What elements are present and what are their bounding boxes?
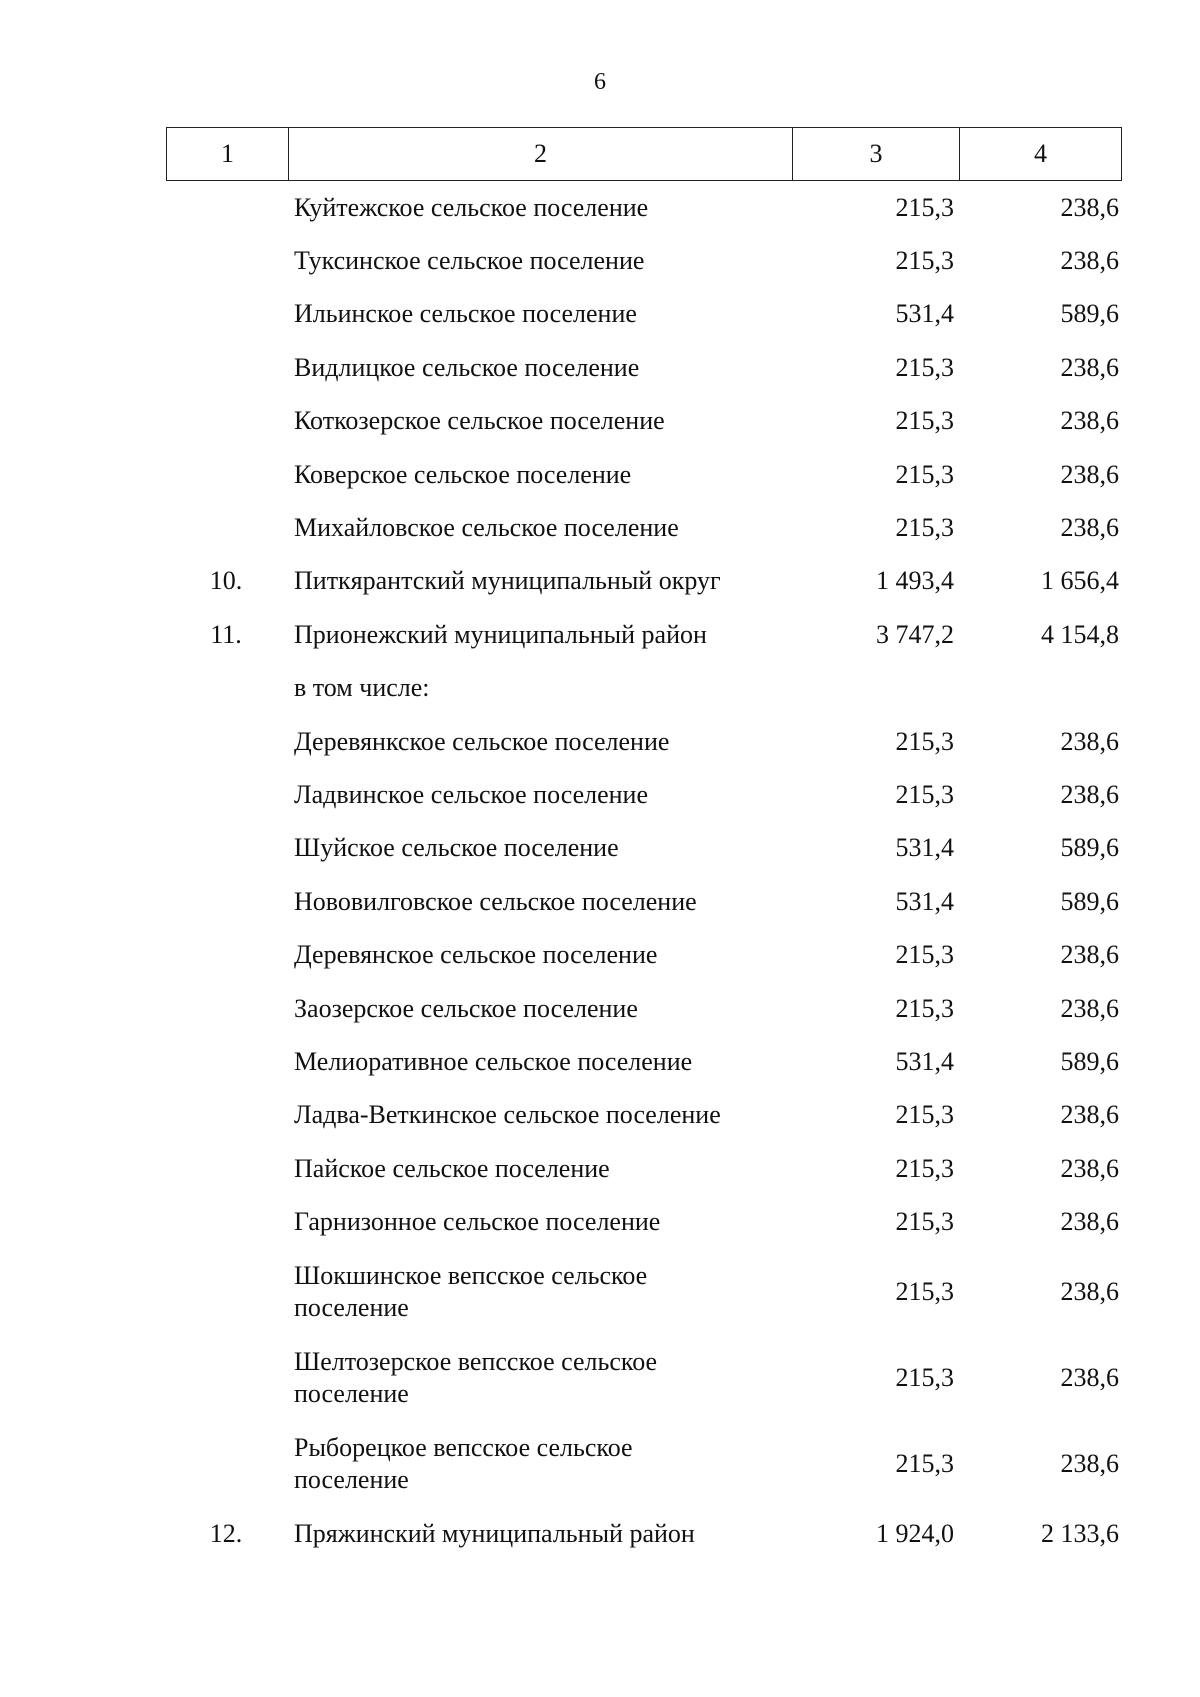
table-row <box>166 982 1121 1035</box>
row-name: Заозерское сельское поселение <box>294 993 638 1023</box>
row-name: Туксинское сельское поселение <box>294 246 645 276</box>
table-row <box>166 1195 1121 1248</box>
row-value-col4: 238,6 <box>1060 459 1119 489</box>
row-value-col3: 1 924,0 <box>876 1518 954 1548</box>
row-name: Рыборецкое вепсское сельское поселение <box>294 1432 633 1494</box>
row-value-col4: 238,6 <box>1060 1276 1119 1306</box>
table-row <box>166 768 1121 821</box>
row-value-col3: 215,3 <box>895 1276 954 1306</box>
row-name: Михайловское сельское поселение <box>294 513 679 543</box>
row-name: Шуйское сельское поселение <box>294 833 619 863</box>
row-value-col3: 531,4 <box>895 1046 954 1076</box>
row-value-col3: 215,3 <box>895 1153 954 1183</box>
row-value-col3: 215,3 <box>895 940 954 970</box>
table-row <box>166 1089 1121 1142</box>
row-name: Шокшинское вепсское сельское поселение <box>294 1260 648 1322</box>
row-name: Гарнизонное сельское поселение <box>294 1207 661 1237</box>
row-number: 12. <box>209 1518 243 1548</box>
row-value-col4: 238,6 <box>1060 246 1119 276</box>
row-name: Пряжинский муниципальный район <box>294 1518 695 1548</box>
row-value-col3: 215,3 <box>895 513 954 543</box>
table-row <box>166 1142 1121 1195</box>
row-value-col3: 215,3 <box>895 192 954 222</box>
table-row <box>166 608 1121 661</box>
row-value-col4: 238,6 <box>1060 352 1119 382</box>
row-value-col4: 589,6 <box>1060 886 1119 916</box>
row-name: Куйтежское сельское поселение <box>294 192 649 222</box>
row-value-col3: 215,3 <box>895 726 954 756</box>
table-row <box>166 1507 1121 1560</box>
page-number: 6 <box>594 69 606 95</box>
row-value-col4: 589,6 <box>1060 299 1119 329</box>
table-row <box>166 875 1121 928</box>
table-row <box>166 341 1121 394</box>
row-value-col4: 2 133,6 <box>1041 1518 1119 1548</box>
row-name: Нововилговское сельское поселение <box>294 886 697 916</box>
row-value-col3: 215,3 <box>895 1100 954 1130</box>
row-value-col3: 531,4 <box>895 886 954 916</box>
table-row <box>166 501 1121 554</box>
column-header-4: 4 <box>960 128 1122 181</box>
table-row <box>166 181 1121 234</box>
row-value-col3: 531,4 <box>895 833 954 863</box>
column-header-1: 1 <box>167 128 289 181</box>
row-value-col4: 238,6 <box>1060 779 1119 809</box>
row-name: Видлицкое сельское поселение <box>294 352 640 382</box>
row-value-col3: 215,3 <box>895 1362 954 1392</box>
table-row <box>166 715 1121 768</box>
row-value-col4: 1 656,4 <box>1041 566 1119 596</box>
row-name: Ильинское сельское поселение <box>294 299 637 329</box>
table-row <box>166 288 1121 341</box>
row-name: Мелиоративное сельское поселение <box>294 1046 693 1076</box>
row-value-col4: 238,6 <box>1060 1100 1119 1130</box>
row-name: Деревянское сельское поселение <box>294 940 658 970</box>
table-row <box>166 1035 1121 1088</box>
row-value-col4: 238,6 <box>1060 993 1119 1023</box>
table-row <box>166 555 1121 608</box>
row-name: Прионежский муниципальный район <box>294 619 707 649</box>
row-name: Пайское сельское поселение <box>294 1153 610 1183</box>
table-header <box>166 127 1122 181</box>
row-value-col4: 238,6 <box>1060 726 1119 756</box>
table-row <box>166 1335 1121 1421</box>
row-name: Ладва-Веткинское сельское поселение <box>294 1100 721 1130</box>
table-row <box>166 1249 1121 1335</box>
row-name: Ладвинское сельское поселение <box>294 779 648 809</box>
column-header-2: 2 <box>289 128 793 181</box>
table-row <box>166 395 1121 448</box>
row-number: 11. <box>210 619 242 649</box>
row-value-col4: 589,6 <box>1060 1046 1119 1076</box>
row-name: Коверское сельское поселение <box>294 459 632 489</box>
row-value-col4: 589,6 <box>1060 833 1119 863</box>
row-value-col3: 215,3 <box>895 1448 954 1478</box>
table-row <box>166 448 1121 501</box>
row-name: Питкярантский муниципальный округ <box>294 566 721 596</box>
row-value-col4: 238,6 <box>1060 406 1119 436</box>
row-value-col4: 238,6 <box>1060 1362 1119 1392</box>
row-value-col4: 238,6 <box>1060 1448 1119 1478</box>
row-value-col3: 215,3 <box>895 1207 954 1237</box>
row-value-col4: 238,6 <box>1060 1153 1119 1183</box>
row-name: Деревянкское сельское поселение <box>294 726 670 756</box>
row-value-col3: 3 747,2 <box>876 619 954 649</box>
row-value-col3: 1 493,4 <box>876 566 954 596</box>
row-number: 10. <box>209 566 243 596</box>
row-value-col3: 215,3 <box>895 779 954 809</box>
table-row <box>166 662 1121 715</box>
row-value-col3: 531,4 <box>895 299 954 329</box>
column-header-3: 3 <box>793 128 960 181</box>
row-value-col4: 4 154,8 <box>1041 619 1119 649</box>
table-row <box>166 822 1121 875</box>
row-value-col3: 215,3 <box>895 993 954 1023</box>
table-row <box>166 928 1121 981</box>
row-value-col3: 215,3 <box>895 459 954 489</box>
row-name: Шелтозерское вепсское сельское поселение <box>294 1346 658 1408</box>
row-value-col3: 215,3 <box>895 246 954 276</box>
row-name: в том числе: <box>294 673 430 703</box>
row-value-col3: 215,3 <box>895 352 954 382</box>
row-value-col3: 215,3 <box>895 406 954 436</box>
row-value-col4: 238,6 <box>1060 940 1119 970</box>
row-value-col4: 238,6 <box>1060 1207 1119 1237</box>
table-body <box>166 181 1121 1560</box>
table-row <box>166 234 1121 287</box>
table-row <box>166 1421 1121 1507</box>
row-value-col4: 238,6 <box>1060 513 1119 543</box>
row-name: Коткозерское сельское поселение <box>294 406 665 436</box>
row-value-col4: 238,6 <box>1060 192 1119 222</box>
